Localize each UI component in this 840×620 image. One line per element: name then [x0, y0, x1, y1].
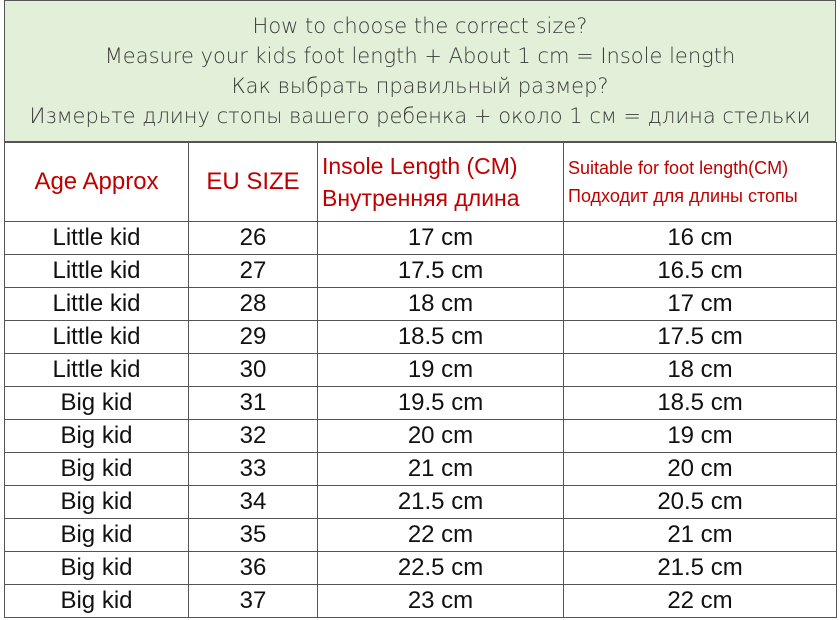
size-chart-table	[4, 142, 837, 618]
column-header-insole-ru: Внутренняя длина	[322, 185, 520, 211]
cell-foot-length: 22 cm	[564, 585, 837, 618]
cell-foot-length: 16 cm	[564, 222, 837, 255]
cell-insole-length: 18.5 cm	[318, 321, 564, 354]
cell-eu-size: 34	[189, 486, 318, 519]
cell-age: Big kid	[5, 486, 189, 519]
cell-age: Big kid	[5, 585, 189, 618]
cell-insole-length: 20 cm	[318, 420, 564, 453]
cell-insole-length: 21.5 cm	[318, 486, 564, 519]
cell-eu-size: 26	[189, 222, 318, 255]
cell-age: Little kid	[5, 255, 189, 288]
cell-eu-size: 31	[189, 387, 318, 420]
cell-foot-length: 20 cm	[564, 453, 837, 486]
cell-foot-length: 20.5 cm	[564, 486, 837, 519]
table-row	[5, 222, 837, 255]
table-row	[5, 552, 837, 585]
table-row	[5, 321, 837, 354]
cell-age: Big kid	[5, 420, 189, 453]
cell-eu-size: 32	[189, 420, 318, 453]
table-row	[5, 453, 837, 486]
header-line-3: Как выбрать правильный размер?	[231, 74, 609, 98]
header-line-2: Measure your kids foot length + About 1 cm = Insole length	[104, 44, 736, 68]
cell-age: Big kid	[5, 453, 189, 486]
column-header-insole-length	[318, 143, 564, 222]
column-header-foot-en: Suitable for foot length(CM)	[568, 158, 789, 178]
cell-age: Big kid	[5, 519, 189, 552]
cell-insole-length: 19 cm	[318, 354, 564, 387]
cell-age: Big kid	[5, 387, 189, 420]
cell-age: Little kid	[5, 288, 189, 321]
cell-age: Little kid	[5, 321, 189, 354]
cell-foot-length: 17 cm	[564, 288, 837, 321]
cell-age: Big kid	[5, 552, 189, 585]
table-row	[5, 354, 837, 387]
cell-foot-length: 18.5 cm	[564, 387, 837, 420]
column-header-age: Age Approx	[5, 143, 189, 222]
cell-insole-length: 21 cm	[318, 453, 564, 486]
cell-insole-length: 22 cm	[318, 519, 564, 552]
cell-insole-length: 23 cm	[318, 585, 564, 618]
size-guide-header	[4, 0, 836, 142]
cell-eu-size: 36	[189, 552, 318, 585]
cell-eu-size: 35	[189, 519, 318, 552]
cell-insole-length: 17 cm	[318, 222, 564, 255]
table-header-row	[5, 143, 837, 222]
table-row	[5, 486, 837, 519]
cell-foot-length: 18 cm	[564, 354, 837, 387]
column-header-foot-length	[564, 143, 837, 222]
cell-eu-size: 33	[189, 453, 318, 486]
header-line-1: How to choose the correct size?	[252, 14, 588, 38]
cell-insole-length: 18 cm	[318, 288, 564, 321]
cell-eu-size: 30	[189, 354, 318, 387]
cell-eu-size: 27	[189, 255, 318, 288]
cell-insole-length: 22.5 cm	[318, 552, 564, 585]
column-header-foot-ru: Подходит для длины стопы	[568, 186, 798, 206]
column-header-eu-size: EU SIZE	[189, 143, 318, 222]
cell-foot-length: 21.5 cm	[564, 552, 837, 585]
cell-eu-size: 28	[189, 288, 318, 321]
cell-foot-length: 19 cm	[564, 420, 837, 453]
header-line-4: Измерьте длину стопы вашего ребенка + около 1 см = длина стельки	[29, 104, 811, 128]
table-row	[5, 288, 837, 321]
cell-age: Little kid	[5, 222, 189, 255]
cell-eu-size: 37	[189, 585, 318, 618]
table-row	[5, 519, 837, 552]
table-row	[5, 585, 837, 618]
cell-eu-size: 29	[189, 321, 318, 354]
table-row	[5, 387, 837, 420]
table-row	[5, 420, 837, 453]
column-header-insole-en: Insole Length (CM)	[322, 153, 518, 179]
cell-foot-length: 17.5 cm	[564, 321, 837, 354]
table-row	[5, 255, 837, 288]
cell-insole-length: 19.5 cm	[318, 387, 564, 420]
cell-age: Little kid	[5, 354, 189, 387]
cell-foot-length: 21 cm	[564, 519, 837, 552]
cell-insole-length: 17.5 cm	[318, 255, 564, 288]
cell-foot-length: 16.5 cm	[564, 255, 837, 288]
